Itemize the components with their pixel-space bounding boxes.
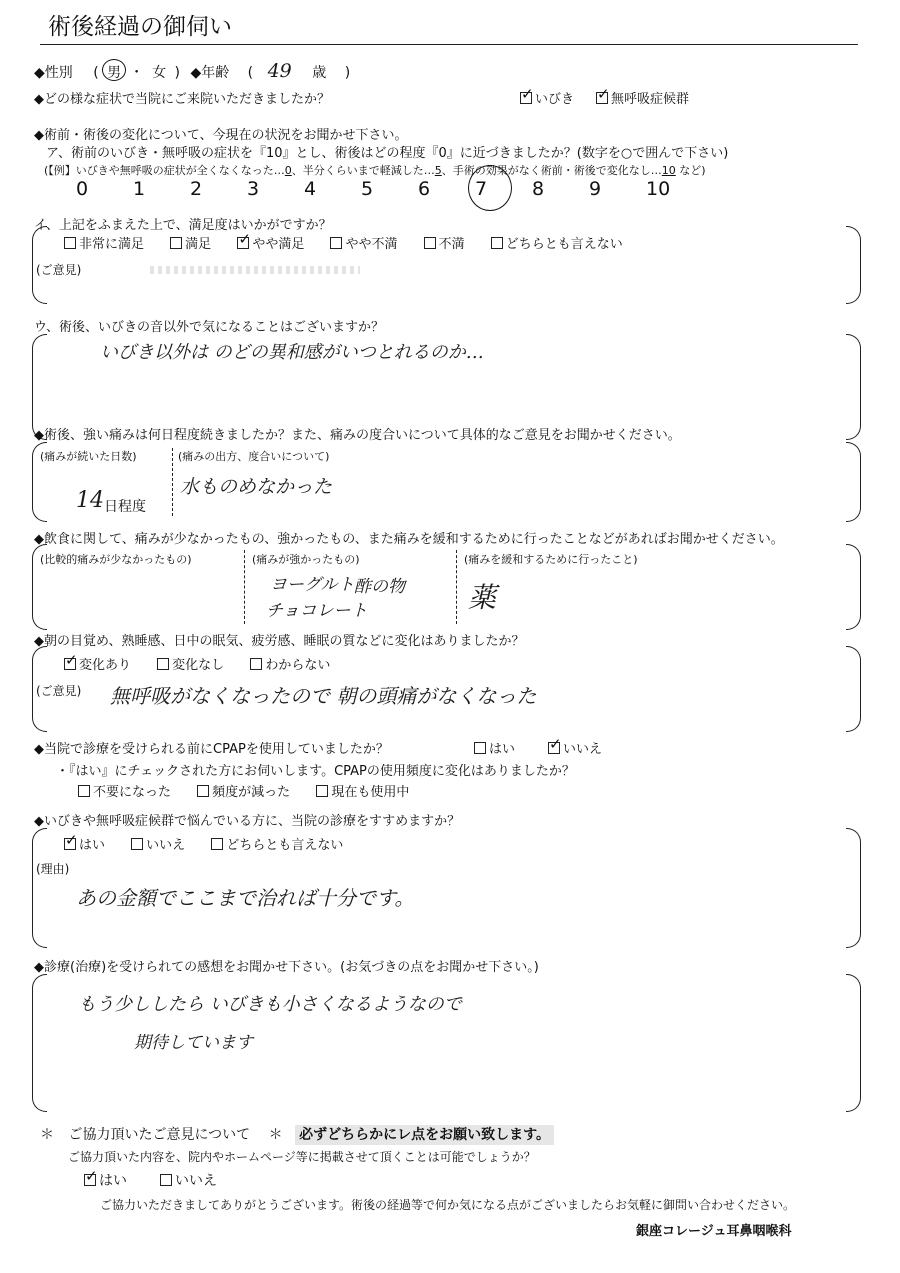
gender-female[interactable]: 女 <box>152 65 167 81</box>
bracket-right <box>846 828 861 948</box>
pain-detail-label: (痛みの出方、度合いについて) <box>178 450 330 463</box>
recommend-opt[interactable]: ✓はい <box>64 838 105 853</box>
morning-options <box>64 654 352 673</box>
q-food: ◆飲食に関して、痛みが少なかったもの、強かったもの、また痛みを緩和するために行ったことなどがあればお聞かせください。 <box>34 532 784 547</box>
bracket-right <box>846 646 861 732</box>
cpap-sub-options <box>78 781 431 800</box>
redacted-text <box>150 266 360 274</box>
recommend-opt[interactable]: いいえ <box>131 838 185 853</box>
scale-4[interactable]: 4 <box>304 178 317 200</box>
food-less-label: (比較的痛みが少なかったもの) <box>40 553 192 566</box>
scale-10[interactable]: 10 <box>646 178 671 200</box>
satisfaction-opt[interactable]: ✓ やや満足 <box>237 237 304 252</box>
consent-question: ご協力頂いた内容を、院内やホームページ等に掲載させて頂くことは可能でしょうか？ <box>68 1150 536 1164</box>
q-change: ◆術前・術後の変化について、今現在の状況をお聞かせ下さい。 <box>34 128 408 143</box>
morning-opinion-label: (ご意見) <box>36 684 82 698</box>
symptom-opt-apnea[interactable]: ✓ 無呼吸症候群 <box>596 88 689 107</box>
scale-7[interactable]: 7 <box>475 178 488 200</box>
food-strong-label: (痛みが強かったもの) <box>252 553 360 566</box>
scale-8[interactable]: 8 <box>532 178 545 200</box>
q-pain: ◆術後、強い痛みは何日程度続きましたか？また、痛みの度合いについて具体的なご意見をお聞かせください。 <box>34 428 681 443</box>
q-impression: ◆診療(治療)を受けられての感想をお聞かせ下さい。(お気づきの点をお聞かせ下さい。) <box>34 960 539 975</box>
dashed-divider <box>456 550 457 624</box>
selected-circle-mark <box>468 165 512 211</box>
pain-detail-value[interactable]: 水ものめなかった <box>180 476 333 498</box>
q-other: ウ、術後、いびきの音以外で気になることはございますか？ <box>34 320 384 335</box>
recommend-reason-label: (理由) <box>36 862 70 876</box>
food-strong-value-2[interactable]: 酢の物 <box>354 577 405 597</box>
morning-answer[interactable]: 無呼吸がなくなったので 朝の頭痛がなくなった <box>110 684 537 708</box>
pain-days-unit: 日程度 <box>104 499 146 515</box>
q-cpap-sub: ・『はい』にチェックされた方にお伺いします。CPAPの使用頻度に変化はありましたか？ <box>56 764 575 779</box>
checkbox[interactable] <box>596 92 608 104</box>
symptom-opt-snoring[interactable]: ✓ いびき <box>520 88 574 107</box>
q-satisfaction: イ、上記をふまえた上で、満足度はいかがですか？ <box>34 218 332 233</box>
bracket-right <box>846 544 861 630</box>
pain-days-label: (痛みが続いた日数) <box>40 450 137 463</box>
recommend-answer[interactable]: あの金額でここまで治れば十分です。 <box>76 886 415 910</box>
food-strong-value-1[interactable]: ヨーグルト <box>270 575 355 595</box>
gender-male[interactable]: 男 <box>107 62 121 82</box>
clinic-name: 銀座コレージュ耳鼻咽喉科 <box>636 1224 792 1239</box>
other-answer[interactable]: いびき以外は のどの異和感がいつとれるのか… <box>100 342 484 363</box>
impression-answer-2[interactable]: 期待しています <box>134 1033 253 1053</box>
age-label: ◆年齢 <box>190 65 230 81</box>
impression-answer-1[interactable]: もう少ししたら いびきも小さくなるようなので <box>78 994 462 1015</box>
cpap-sub-opt[interactable]: 頻度が減った <box>197 785 290 800</box>
scale-9[interactable]: 9 <box>589 178 602 200</box>
bracket-right <box>846 442 861 522</box>
title-underline <box>40 44 858 45</box>
satisfaction-opt[interactable]: 不満 <box>424 237 465 252</box>
consent-header: ＊ ご協力頂いたご意見について ＊ 必ずどちらかにレ点をお願い致します。 <box>40 1124 554 1144</box>
consent-notice: 必ずどちらかにレ点をお願い致します。 <box>295 1125 554 1145</box>
satisfaction-opt[interactable]: どちらとも言えない <box>491 237 623 252</box>
satisfaction-opt[interactable]: やや不満 <box>330 237 397 252</box>
q-symptom: ◆どの様な症状で当院にご来院いただきましたか？ <box>34 92 330 107</box>
dashed-divider <box>244 550 245 624</box>
satisfaction-opt[interactable]: 非常に満足 <box>64 237 144 252</box>
bracket-right <box>846 226 861 304</box>
checkbox[interactable] <box>520 92 532 104</box>
scale-1[interactable]: 1 <box>133 178 146 200</box>
bracket-right <box>846 974 861 1112</box>
satisfaction-options <box>64 233 645 252</box>
cpap-sub-opt[interactable]: 不要になった <box>78 785 171 800</box>
change-scale <box>76 178 703 200</box>
cpap-yes[interactable]: はい <box>474 738 515 757</box>
consent-yes[interactable]: ✓はい <box>84 1170 127 1190</box>
scale-3[interactable]: 3 <box>247 178 260 200</box>
bracket-left <box>32 828 47 948</box>
cpap-sub-opt[interactable]: 現在も使用中 <box>316 785 409 800</box>
age-value[interactable]: 49 <box>267 60 292 82</box>
scale-5[interactable]: 5 <box>361 178 374 200</box>
q-change-example: (【例】いびきや無呼吸の症状が全くなくなった…0、半分くらいまで軽減した…5、手術の効果がなく術前・術後で変化なし…10 など) <box>44 164 706 177</box>
morning-opt[interactable]: ✓変化あり <box>64 658 131 673</box>
pain-days-value[interactable]: 14 <box>76 488 104 513</box>
gender-row: ◆性別 ( 男 ・ 女 ) ◆年齢 ( 49 歳 ) <box>34 60 351 82</box>
cpap-no[interactable]: ✓ いいえ <box>548 738 602 757</box>
scale-6[interactable]: 6 <box>418 178 431 200</box>
satisfaction-opinion-label: (ご意見) <box>36 263 82 277</box>
dashed-divider <box>172 448 173 516</box>
morning-opt[interactable]: 変化なし <box>157 658 224 673</box>
recommend-options <box>64 834 365 853</box>
food-relief-label: (痛みを緩和するために行ったこと) <box>464 553 638 566</box>
bracket-right <box>846 334 861 440</box>
recommend-opt[interactable]: どちらとも言えない <box>211 838 343 853</box>
q-recommend: ◆いびきや無呼吸症候群で悩んでいる方に、当院の診療をすすめますか？ <box>34 814 461 829</box>
food-relief-value[interactable]: 薬 <box>468 581 497 614</box>
food-strong-value-3[interactable]: チョコレート <box>266 601 368 621</box>
morning-opt[interactable]: わからない <box>250 658 330 673</box>
q-change-sub: ア、術前のいびき・無呼吸の症状を『10』とし、術後はどの程度『0』に近づきましたか？(数字を○で囲んで下さい) <box>46 146 729 161</box>
gender-label: ◆性別 <box>34 65 73 81</box>
bracket-left <box>32 974 47 1112</box>
scale-2[interactable]: 2 <box>190 178 203 200</box>
q-cpap: ◆当院で診療を受けられる前にCPAPを使用していましたか？ <box>34 742 389 757</box>
satisfaction-opt[interactable]: 満足 <box>170 237 211 252</box>
scale-0[interactable]: 0 <box>76 178 89 200</box>
thanks-text: ご協力いただきましてありがとうございます。術後の経過等で何か気になる点がございましたらお気軽に御問い合わせください。 <box>100 1198 796 1212</box>
consent-no[interactable]: いいえ <box>160 1170 217 1190</box>
page-title: 術後経過の御伺い <box>48 14 232 40</box>
q-morning: ◆朝の目覚め、熟睡感、日中の眠気、疲労感、睡眠の質などに変化はありましたか？ <box>34 634 525 649</box>
